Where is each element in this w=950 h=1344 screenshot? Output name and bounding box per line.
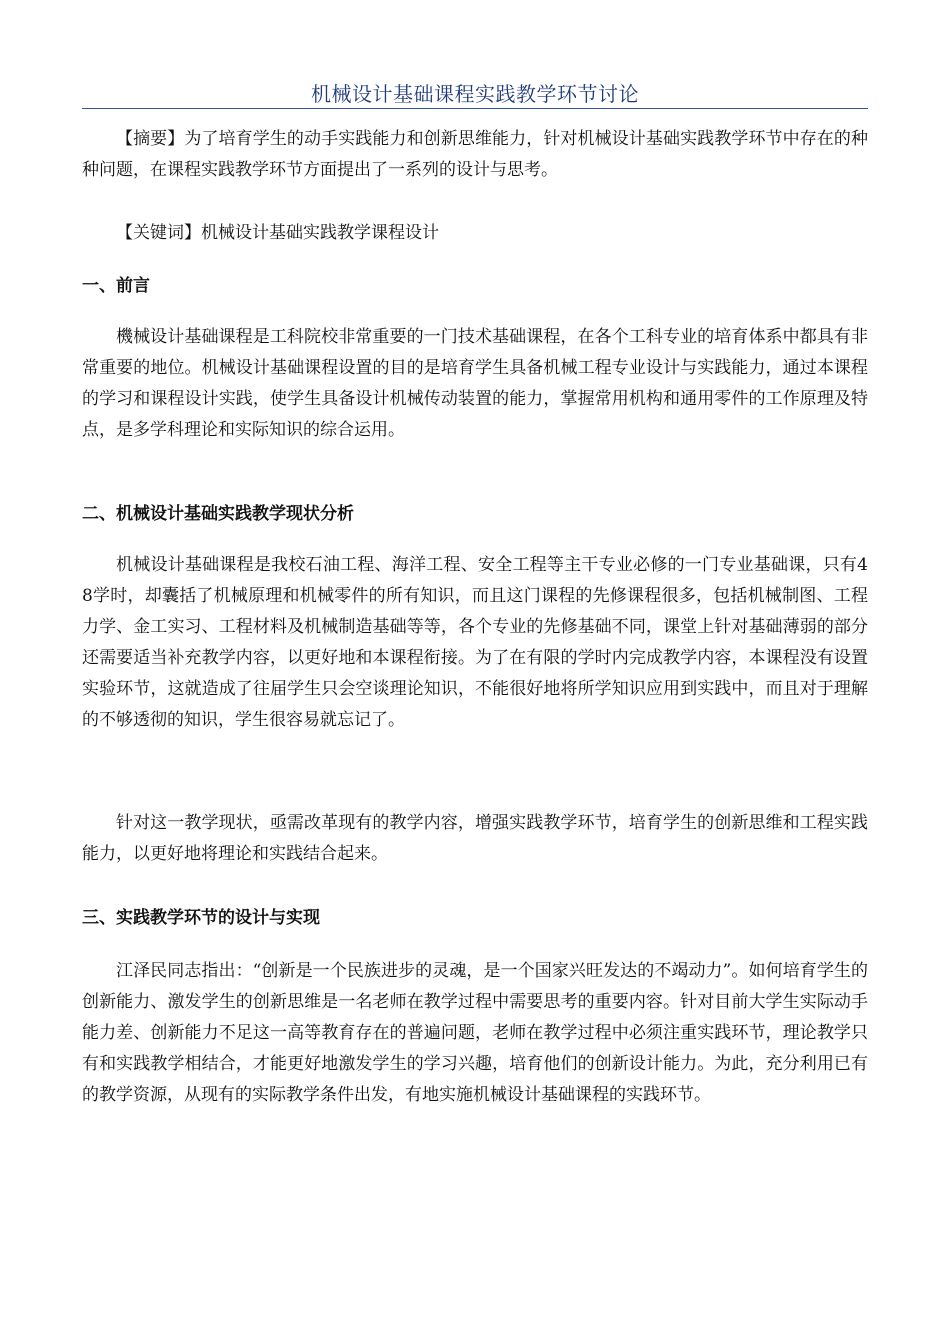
- design-paragraph: 江泽民同志指出：“创新是一个民族进步的灵魂，是一个国家兴旺发达的不竭动力”。如何培育学生的创新能力、激发学生的创新思维是一名老师在教学过程中需要思考的重要内容。针对目前大学生实际动手能力差、创新能力不足这一高等教育存在的普遍问题，老师在教学过程中必须注重实践环节，理论教学只有和实践教学相结合，才能更好地激发学生的学习兴趣，培育他们的创新设计能力。为此，充分利用已有的教学资源，从现有的实际教学条件出发，有地实施机械设计基础课程的实践环节。: [82, 961, 868, 1105]
- title-underline: [82, 108, 868, 109]
- document-title: 机械设计基础课程实践教学环节讨论: [311, 82, 639, 106]
- section-heading-design: 三、实践教学环节的设计与实现: [82, 908, 320, 928]
- analysis-paragraph-2: 针对这一教学现状，亟需改革现有的教学内容，增强实践教学环节，培育学生的创新思维和工程实践能力，以更好地将理论和实践结合起来。: [82, 813, 868, 864]
- section-heading-intro: 一、前言: [82, 276, 150, 296]
- analysis-paragraph-1: 机械设计基础课程是我校石油工程、海洋工程、安全工程等主干专业必修的一门专业基础课，只有48学时，却囊括了机械原理和机械零件的所有知识，而且这门课程的先修课程很多，包括机械制图、工程力学、金工实习、工程材料及机械制造基础等等，各个专业的先修基础不同，课堂上针对基础薄弱的部分还需要适当补充教学内容，以更好地和本课程衔接。为了在有限的学时内完成教学内容，本课程没有设置实验环节，这就造成了往届学生只会空谈理论知识，不能很好地将所学知识应用到实践中，而且对于理解的不够透彻的知识，学生很容易就忘记了。: [82, 555, 868, 730]
- keywords-paragraph: 【关键词】机械设计基础实践教学课程设计: [116, 223, 439, 243]
- intro-paragraph: 機械设计基础课程是工科院校非常重要的一门技术基础课程，在各个工科专业的培育体系中都具有非常重要的地位。机械设计基础课程设置的目的是培育学生具备机械工程专业设计与实践能力，通过本课程的学习和课程设计实践，使学生具备设计机械传动装置的能力，掌握常用机构和通用零件的工作原理及特点，是多学科理论和实际知识的综合运用。: [82, 327, 868, 440]
- abstract-paragraph: 【摘要】为了培育学生的动手实践能力和创新思维能力，针对机械设计基础实践教学环节中存在的种种问题，在课程实践教学环节方面提出了一系列的设计与思考。: [82, 129, 868, 180]
- section-heading-analysis: 二、机械设计基础实践教学现状分析: [82, 504, 354, 524]
